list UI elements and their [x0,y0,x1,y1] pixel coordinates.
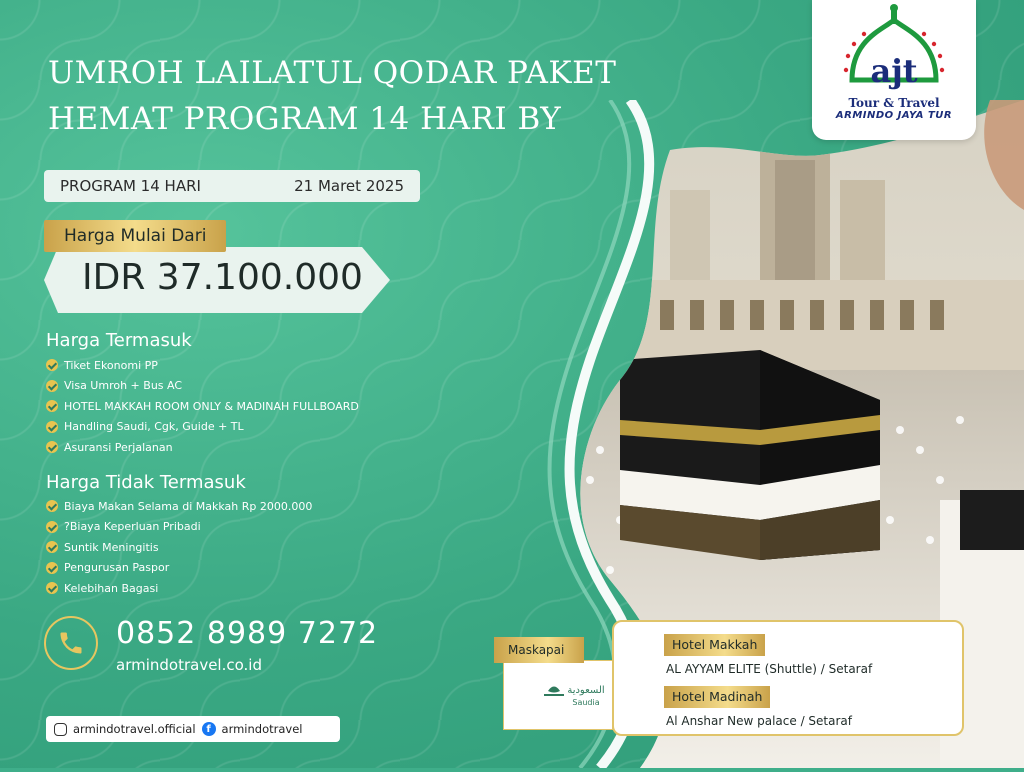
included-title: Harga Termasuk [46,330,192,351]
program-name: PROGRAM 14 HARI [60,177,201,195]
check-icon [46,421,58,433]
list-item: Visa Umroh + Bus AC [46,376,359,397]
program-bar [44,170,420,202]
saudia-logo [504,661,612,729]
check-icon [46,582,58,594]
list-item: ?Biaya Keperluan Pribadi [46,517,312,538]
list-item: Tiket Ekonomi PP [46,355,359,376]
phone-icon[interactable] [44,616,98,670]
hotel-madinah-label: Hotel Madinah [664,686,770,708]
airline-logo-box [503,660,613,730]
excluded-list [46,496,312,599]
phone-number[interactable]: 0852 8989 7272 [116,616,379,651]
list-item: Suntik Meningitis [46,537,312,558]
title-line2: HEMAT PROGRAM 14 HARI BY [48,101,562,137]
svg-text:Saudia: Saudia [572,698,600,707]
excluded-title: Harga Tidak Termasuk [46,472,246,493]
check-icon [46,562,58,574]
list-item: Pengurusan Paspor [46,558,312,579]
price-box [44,247,390,313]
logo-line2: ARMINDO JAYA TUR [835,110,953,121]
price-label: Harga Mulai Dari [44,220,226,252]
instagram-handle[interactable]: armindotravel.official [73,722,196,736]
price-value: IDR 37.100.000 [82,257,363,298]
list-item: Kelebihan Bagasi [46,578,312,599]
list-item: HOTEL MAKKAH ROOM ONLY & MADINAH FULLBOARD [46,396,359,417]
instagram-icon[interactable] [54,723,67,736]
list-item: Handling Saudi, Cgk, Guide + TL [46,417,359,438]
logo-mosque-icon [812,0,976,96]
svg-text:ajt: ajt [870,52,918,90]
check-icon [46,380,58,392]
hotel-makkah-value: AL AYYAM ELITE (Shuttle) / Setaraf [666,662,873,676]
list-item: Asuransi Perjalanan [46,437,359,458]
title-line1: UMROH LAILATUL QODAR PAKET [48,55,617,91]
logo-line1: Tour & Travel [848,96,940,110]
included-list [46,355,359,458]
check-icon [46,400,58,412]
airline-label: Maskapai [494,637,584,663]
facebook-handle[interactable]: armindotravel [221,722,303,736]
check-icon [46,541,58,553]
list-item: Biaya Makan Selama di Makkah Rp 2000.000 [46,496,312,517]
facebook-icon[interactable]: f [202,722,216,736]
hotel-panel [612,620,964,736]
check-icon [46,359,58,371]
social-bar [46,716,340,742]
check-icon [46,441,58,453]
website-link[interactable]: armindotravel.co.id [116,656,262,674]
hotel-makkah-label: Hotel Makkah [664,634,765,656]
company-logo [812,0,976,140]
hotel-madinah-value: Al Anshar New palace / Setaraf [666,714,852,728]
check-icon [46,521,58,533]
program-date: 21 Maret 2025 [294,177,404,195]
page-title [48,50,617,142]
svg-text:السعودية: السعودية [567,685,605,696]
check-icon [46,500,58,512]
